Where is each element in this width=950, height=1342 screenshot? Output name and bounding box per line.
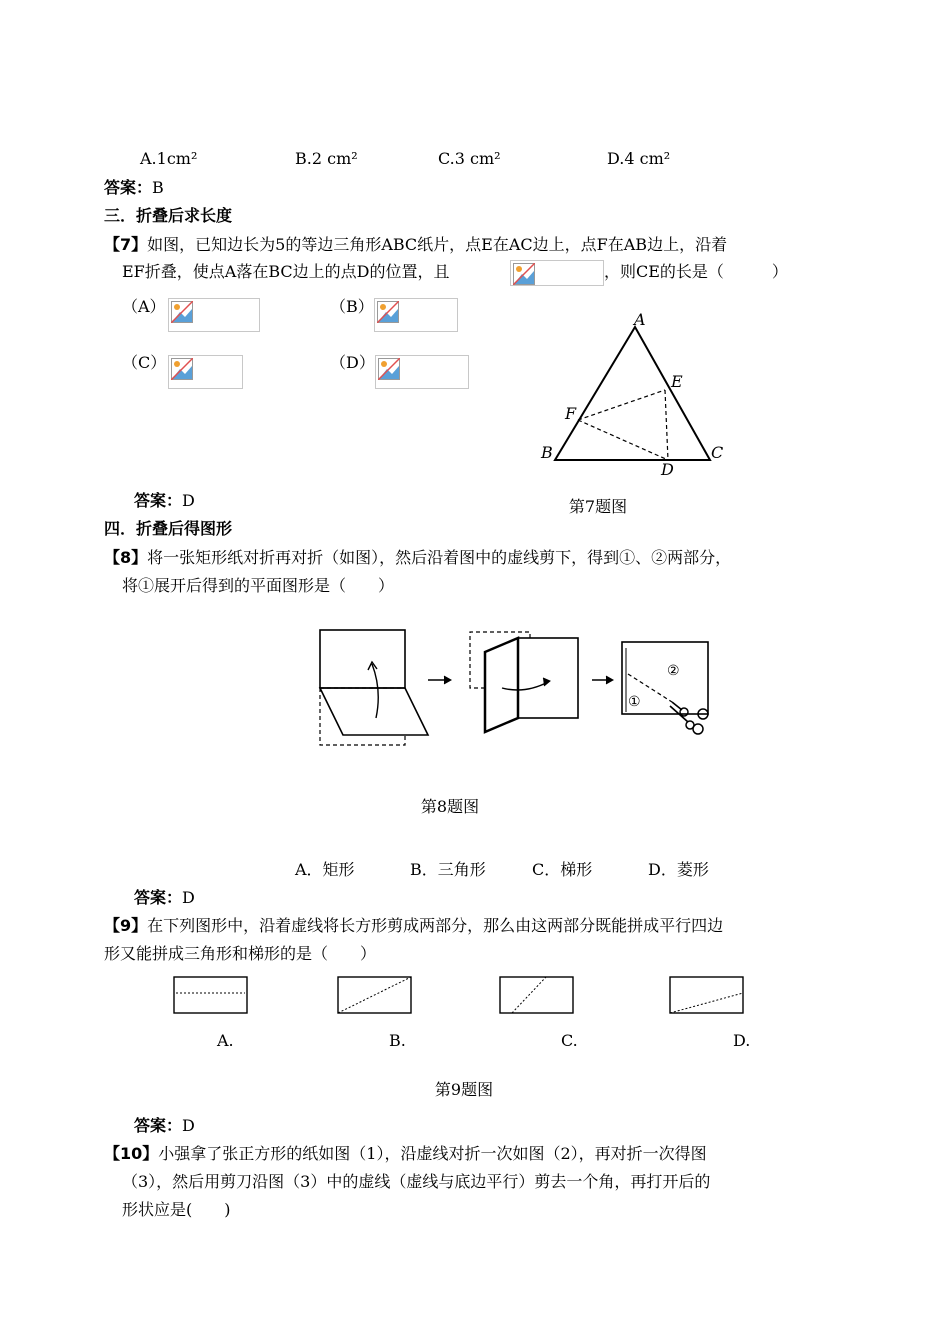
question-number: 【7】 xyxy=(104,235,148,254)
option-d-image xyxy=(375,355,469,389)
section-title: 三．折叠后求长度 xyxy=(104,206,233,225)
option-d: D.4 cm² xyxy=(607,149,671,168)
question-8-line1 xyxy=(104,547,731,569)
figure-caption: 第8题图 xyxy=(420,797,480,816)
broken-image-icon xyxy=(513,263,535,285)
question-10-line3: 形状应是( ) xyxy=(122,1200,231,1219)
option-b: B．三角形 xyxy=(410,860,486,879)
option-b-image xyxy=(374,298,458,332)
rectangle-c xyxy=(500,977,573,1013)
section-title: 四．折叠后得图形 xyxy=(104,519,233,538)
label-c: C xyxy=(711,443,724,462)
segment-ed xyxy=(665,390,668,460)
option-c: C．梯形 xyxy=(532,860,593,879)
question-7-line2b: ，则CE的长是（ ） xyxy=(604,262,788,281)
label-a: A. xyxy=(217,1031,234,1050)
answer: 答案：D xyxy=(134,491,195,510)
answer: 答案：D xyxy=(134,888,195,907)
question-text: 将一张矩形纸对折再对折（如图），然后沿着图中的虚线剪下，得到①、②两部分， xyxy=(147,548,732,567)
figure-caption: 第7题图 xyxy=(568,497,628,516)
triangle-diagram xyxy=(530,305,740,485)
answer: 答案：D xyxy=(134,1116,195,1135)
label-c: C. xyxy=(561,1031,578,1050)
option-c: C.3 cm² xyxy=(438,149,501,168)
question-text: 小强拿了张正方形的纸如图（1），沿虚线对折一次如图（2），再对折一次得图 xyxy=(158,1144,707,1163)
question-9-line1 xyxy=(104,915,723,937)
broken-image-icon xyxy=(378,358,400,380)
question-text: 在下列图形中，沿着虚线将长方形剪成两部分，那么由这两部分既能拼成平行四边 xyxy=(147,916,724,935)
folding-diagram xyxy=(310,620,720,770)
mark-1: ① xyxy=(628,694,641,710)
option-b-label: （B） xyxy=(330,297,374,316)
option-b: B.2 cm² xyxy=(295,149,358,168)
label-d: D. xyxy=(733,1031,751,1050)
question-8-line2: 将①展开后得到的平面图形是（ ） xyxy=(122,576,395,595)
rectangles-diagram xyxy=(172,975,752,1017)
label-b: B. xyxy=(389,1031,406,1050)
question-number: 【10】 xyxy=(104,1144,159,1163)
question-10-line2: （3），然后用剪刀沿图（3）中的虚线（虚线与底边平行）剪去一个角，再打开后的 xyxy=(122,1172,711,1191)
label-d: D xyxy=(661,460,674,479)
option-d-label: （D） xyxy=(330,353,375,372)
question-9-line2: 形又能拼成三角形和梯形的是（ ） xyxy=(104,944,377,963)
answer: 答案：B xyxy=(104,178,164,197)
option-a-label: （A） xyxy=(122,297,166,316)
question-number: 【9】 xyxy=(104,916,148,935)
mark-2: ② xyxy=(667,663,680,679)
option-c-image xyxy=(168,355,243,389)
option-a: A．矩形 xyxy=(295,860,355,879)
label-b: B xyxy=(541,443,553,462)
question-7-line1 xyxy=(104,234,727,256)
label-a: A xyxy=(634,310,646,329)
label-f: F xyxy=(565,404,577,423)
broken-image-icon xyxy=(171,358,193,380)
rectangle-d xyxy=(670,977,743,1013)
question-number: 【8】 xyxy=(104,548,148,567)
segment-fd xyxy=(578,420,668,460)
rectangle-a xyxy=(174,977,247,1013)
broken-image-icon xyxy=(377,301,399,323)
broken-image-icon xyxy=(171,301,193,323)
fold-line-ef xyxy=(578,390,665,420)
label-e: E xyxy=(671,372,683,391)
option-c-label: （C） xyxy=(122,353,167,372)
figure-caption: 第9题图 xyxy=(434,1080,494,1099)
option-a-image xyxy=(168,298,260,332)
triangle-abc xyxy=(555,327,710,460)
option-a: A.1cm² xyxy=(140,149,198,168)
formula-image-placeholder xyxy=(510,260,604,286)
question-text: 如图，已知边长为5的等边三角形ABC纸片，点E在AC边上，点F在AB边上，沿着 xyxy=(147,235,728,254)
question-7-line2a: EF折叠，使点A落在BC边上的点D的位置，且 xyxy=(122,262,450,281)
question-10-line1 xyxy=(104,1143,707,1165)
option-d: D．菱形 xyxy=(648,860,709,879)
